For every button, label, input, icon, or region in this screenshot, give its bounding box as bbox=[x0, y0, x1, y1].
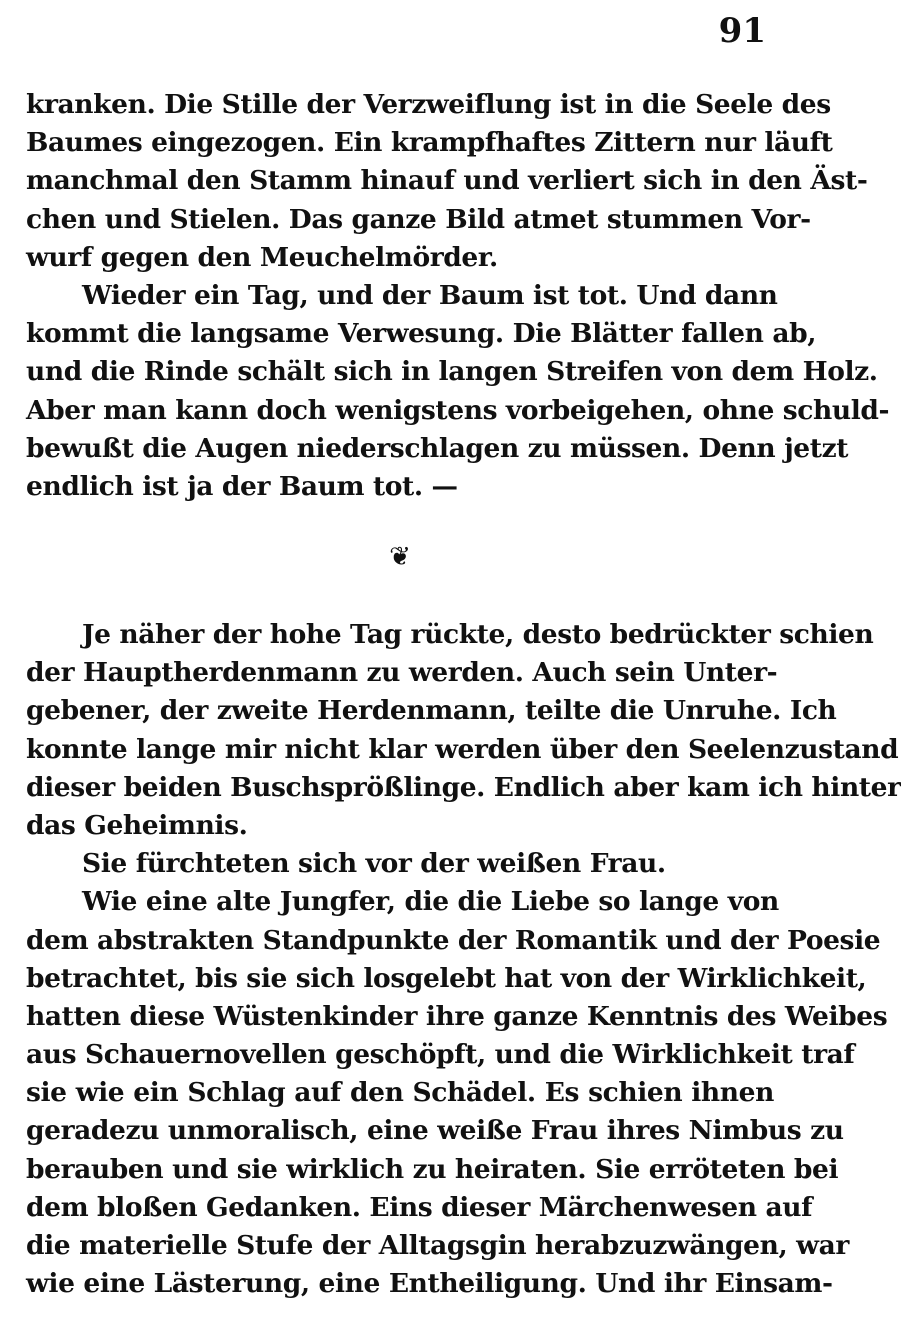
section-divider-ornament: ❦ bbox=[389, 542, 411, 572]
paragraph-first-line: Je näher der hohe Tag rückte, desto bedrückter schien bbox=[82, 619, 874, 650]
text-line: aus Schauernovellen geschöpft, und die Wirklichkeit traf bbox=[26, 1039, 855, 1071]
text-line: dem abstrakten Standpunkte der Romantik und der Poesie bbox=[26, 924, 881, 956]
text-line: konnte lange mir nicht klar werden über den Seelenzustand bbox=[26, 733, 899, 765]
text-line: berauben und sie wirklich zu heiraten. Sie erröteten bei bbox=[26, 1153, 839, 1185]
text-line: bewußt die Augen niederschlagen zu müssen. Denn jetzt bbox=[26, 432, 849, 464]
page-number: 91 bbox=[718, 11, 766, 51]
section-2-text bbox=[26, 616, 901, 1303]
text-line: gebener, der zweite Herdenmann, teilte die Unruhe. Ich bbox=[26, 695, 837, 727]
text-line: der Hauptherdenmann zu werden. Auch sein Unter- bbox=[26, 657, 778, 689]
text-line: dieser beiden Buschsprößlinge. Endlich aber kam ich hinter bbox=[26, 771, 901, 803]
text-line: kommt die langsame Verwesung. Die Blätter fallen ab, bbox=[26, 318, 817, 350]
paragraph-first-line: Wieder ein Tag, und der Baum ist tot. Und dann bbox=[82, 279, 778, 311]
text-line: wie eine Lästerung, eine Entheiligung. Und ihr Einsam- bbox=[26, 1268, 833, 1300]
text-line: die materielle Stufe der Alltagsgin herabzuzwängen, war bbox=[26, 1230, 849, 1261]
text-line: und die Rinde schält sich in langen Streifen von dem Holz. bbox=[26, 356, 878, 388]
text-line: betrachtet, bis sie sich losgelebt hat von der Wirklichkeit, bbox=[26, 962, 867, 994]
text-line: manchmal den Stamm hinauf und verliert sich in den Äst- bbox=[26, 165, 868, 197]
paragraph-first-line: Wie eine alte Jungfer, die die Liebe so lange von bbox=[82, 886, 779, 918]
text-line: chen und Stielen. Das ganze Bild atmet stummen Vor- bbox=[26, 203, 811, 235]
text-line: geradezu unmoralisch, eine weiße Frau ihres Nimbus zu bbox=[26, 1115, 844, 1147]
text-line: dem bloßen Gedanken. Eins dieser Märchenwesen auf bbox=[26, 1191, 813, 1223]
text-line: hatten diese Wüstenkinder ihre ganze Kenntnis des Weibes bbox=[26, 1000, 888, 1032]
text-line: Baumes eingezogen. Ein krampfhaftes Zittern nur läuft bbox=[26, 127, 833, 159]
text-line: kranken. Die Stille der Verzweiflung ist in die Seele des bbox=[26, 89, 831, 120]
text-line: wurf gegen den Meuchelmörder. bbox=[26, 241, 498, 273]
text-line: sie wie ein Schlag auf den Schädel. Es schien ihnen bbox=[26, 1077, 774, 1109]
paragraph-first-line: Sie fürchteten sich vor der weißen Frau. bbox=[82, 848, 666, 880]
section-1-text bbox=[26, 86, 890, 506]
text-line: das Geheimnis. bbox=[26, 809, 248, 841]
text-line: Aber man kann doch wenigstens vorbeigehen, ohne schuld- bbox=[26, 394, 890, 426]
text-line: endlich ist ja der Baum tot. — bbox=[26, 470, 458, 502]
